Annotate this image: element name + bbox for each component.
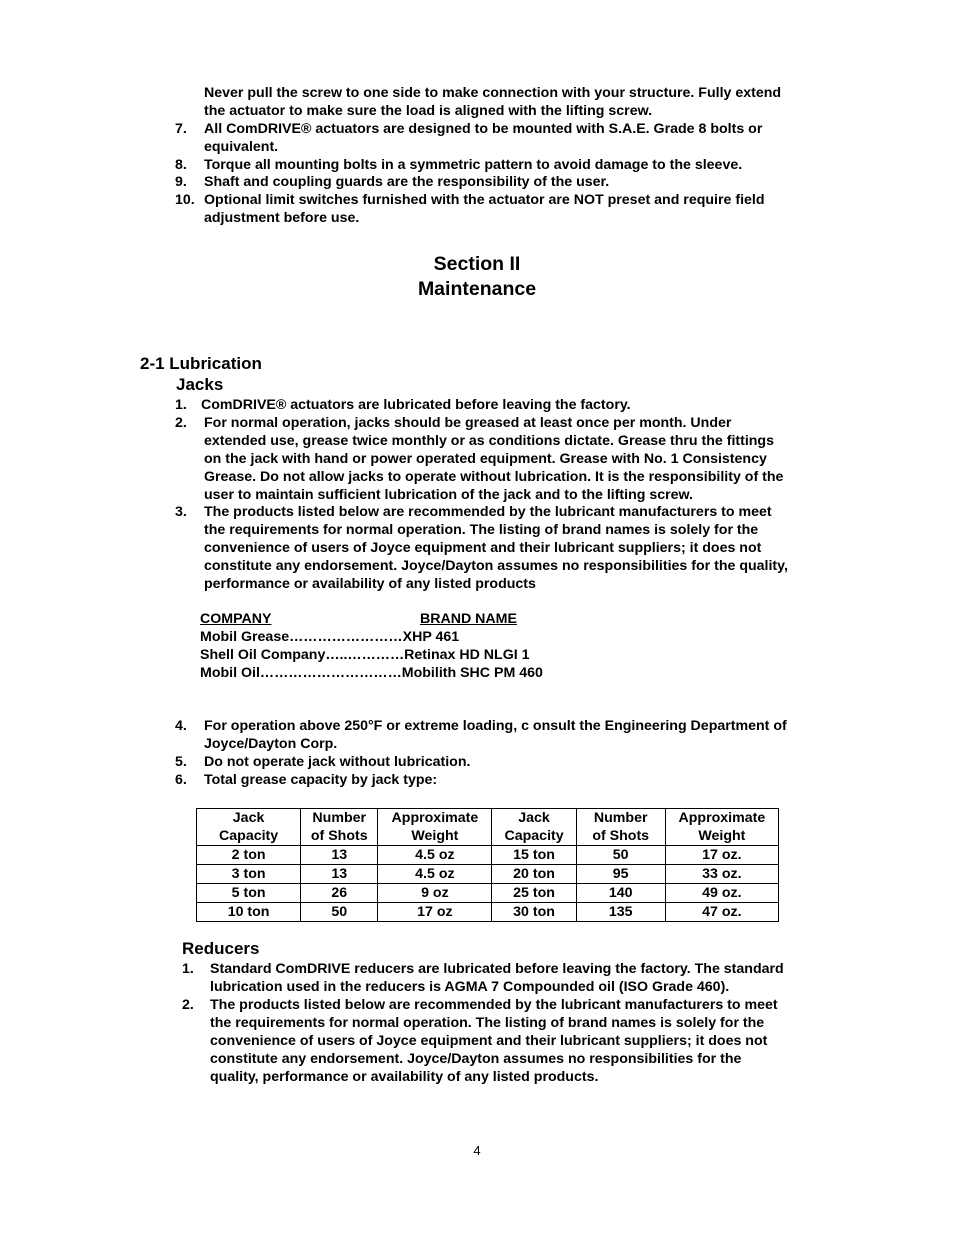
table-cell: 17 oz. <box>665 846 778 865</box>
item-number: 2. <box>182 997 194 1013</box>
table-cell: 2 ton <box>197 846 301 865</box>
text-line: convenience of users of Joyce equipment and their lubricant suppliers; it does not <box>204 540 762 556</box>
text-line: constitute any endorsement. Joyce/Dayton assumes no responsibilities for the <box>210 1051 742 1067</box>
table-cell: 49 oz. <box>665 884 778 903</box>
header-cell: Jack Capacity <box>492 809 576 846</box>
table-cell: 140 <box>576 884 665 903</box>
brand-company: Mobil Grease…………………… <box>200 629 403 645</box>
text-line: Total grease capacity by jack type: <box>204 772 438 788</box>
text-line: All ComDRIVE® actuators are designed to be mounted with S.A.E. Grade 8 bolts or <box>204 121 763 137</box>
text-line: Torque all mounting bolts in a symmetric pattern to avoid damage to the sleeve. <box>204 157 743 173</box>
subsection-heading: 2-1 Lubrication <box>140 354 262 373</box>
brand-header-company: COMPANY <box>200 611 272 627</box>
section-subtitle: Maintenance <box>417 278 537 300</box>
table-cell: 17 oz <box>378 903 492 922</box>
table-cell: 95 <box>576 865 665 884</box>
text-line: quality, performance or availability of any listed products. <box>210 1069 599 1085</box>
text-line: For normal operation, jacks should be greased at least once per month. Under <box>204 415 732 431</box>
page-number: 4 <box>473 1143 481 1158</box>
text-line: user to maintain sufficient lubrication of the jack and to the lifting screw. <box>204 487 694 503</box>
table-row <box>197 884 779 903</box>
reducers-heading: Reducers <box>182 939 260 958</box>
brand-header-brand: BRAND NAME <box>420 611 517 627</box>
table-cell: 47 oz. <box>665 903 778 922</box>
text-line: For operation above 250°F or extreme loading, c onsult the Engineering Department of <box>204 718 787 734</box>
item-number: 5. <box>175 754 187 770</box>
item-number: 3. <box>175 504 187 520</box>
table-cell: 3 ton <box>197 865 301 884</box>
table-cell: 4.5 oz <box>378 865 492 884</box>
table-row <box>197 903 779 922</box>
item-number: 6. <box>175 772 187 788</box>
item-number: 1. <box>175 397 187 413</box>
item-number: 9. <box>175 174 187 190</box>
brand-name: Retinax HD NLGI 1 <box>404 647 530 663</box>
item-number: 1. <box>182 961 194 977</box>
text-line: The products listed below are recommended by the lubricant manufacturers to meet <box>210 997 778 1013</box>
text-line: Shaft and coupling guards are the responsibility of the user. <box>204 174 610 190</box>
table-row <box>197 865 779 884</box>
text-line: lubrication used in the reducers is AGMA 7 Compounded oil (ISO Grade 460). <box>210 979 730 995</box>
table-cell: 26 <box>301 884 378 903</box>
grease-capacity-table <box>196 808 779 922</box>
text-line: performance or availability of any listed products <box>204 576 536 592</box>
text-line: ComDRIVE® actuators are lubricated before leaving the factory. <box>201 397 631 413</box>
item-number: 7. <box>175 121 187 137</box>
brand-row <box>200 628 459 646</box>
text-line: equivalent. <box>204 139 279 155</box>
table-cell: 135 <box>576 903 665 922</box>
brand-row <box>200 664 543 682</box>
table-cell: 25 ton <box>492 884 576 903</box>
brand-row <box>200 646 530 664</box>
section-title: Section II <box>433 253 521 275</box>
item-number: 2. <box>175 415 187 431</box>
brand-company: Shell Oil Company…..………… <box>200 647 405 663</box>
text-line: adjustment before use. <box>204 210 360 226</box>
header-cell: Approximate Weight <box>378 809 492 846</box>
text-line: The products listed below are recommended by the lubricant manufacturers to meet <box>204 504 772 520</box>
text-line: Standard ComDRIVE reducers are lubricated before leaving the factory. The standard <box>210 961 784 977</box>
header-cell: Approximate Weight <box>665 809 778 846</box>
text-line: Joyce/Dayton Corp. <box>204 736 338 752</box>
table-row <box>197 846 779 865</box>
intro-continuation <box>204 84 781 120</box>
item-number: 10. <box>175 192 195 208</box>
text-line: Optional limit switches furnished with the actuator are NOT preset and require field <box>204 192 765 208</box>
brand-name: Mobilith SHC PM 460 <box>401 665 543 681</box>
text-line: extended use, grease twice monthly or as conditions dictate. Grease thru the fittings <box>204 433 774 449</box>
text-line: Do not operate jack without lubrication. <box>204 754 471 770</box>
text-line: Never pull the screw to one side to make connection with your structure. Fully extend <box>204 85 782 101</box>
text-line: the actuator to make sure the load is aligned with the lifting screw. <box>204 103 653 119</box>
table-cell: 10 ton <box>197 903 301 922</box>
text-line: constitute any endorsement. Joyce/Dayton assumes no responsibilities for the quality, <box>204 558 788 574</box>
table-cell: 13 <box>301 865 378 884</box>
table-header-row <box>197 809 779 846</box>
table-cell: 13 <box>301 846 378 865</box>
table-cell: 5 ton <box>197 884 301 903</box>
table-cell: 4.5 oz <box>378 846 492 865</box>
table-cell: 50 <box>576 846 665 865</box>
table-cell: 30 ton <box>492 903 576 922</box>
table-cell: 50 <box>301 903 378 922</box>
table-cell: 15 ton <box>492 846 576 865</box>
text-line: Grease. Do not allow jacks to operate without lubrication. It is the responsibility of the <box>204 469 784 485</box>
text-line: on the jack with hand or power operated equipment. Grease with No. 1 Consistency <box>204 451 767 467</box>
item-number: 4. <box>175 718 187 734</box>
table-cell: 9 oz <box>378 884 492 903</box>
text-line: the requirements for normal operation. The listing of brand names is solely for the <box>210 1015 765 1031</box>
header-cell: Number of Shots <box>576 809 665 846</box>
item-number: 8. <box>175 157 187 173</box>
header-cell: Number of Shots <box>301 809 378 846</box>
table-cell: 33 oz. <box>665 865 778 884</box>
text-line: convenience of users of Joyce equipment and their lubricant suppliers; it does not <box>210 1033 768 1049</box>
table-cell: 20 ton <box>492 865 576 884</box>
brand-name: XHP 461 <box>402 629 460 645</box>
brand-company: Mobil Oil………………………… <box>200 665 402 681</box>
text-line: the requirements for normal operation. The listing of brand names is solely for the <box>204 522 759 538</box>
header-cell: Jack Capacity <box>197 809 301 846</box>
jacks-heading: Jacks <box>176 375 224 394</box>
